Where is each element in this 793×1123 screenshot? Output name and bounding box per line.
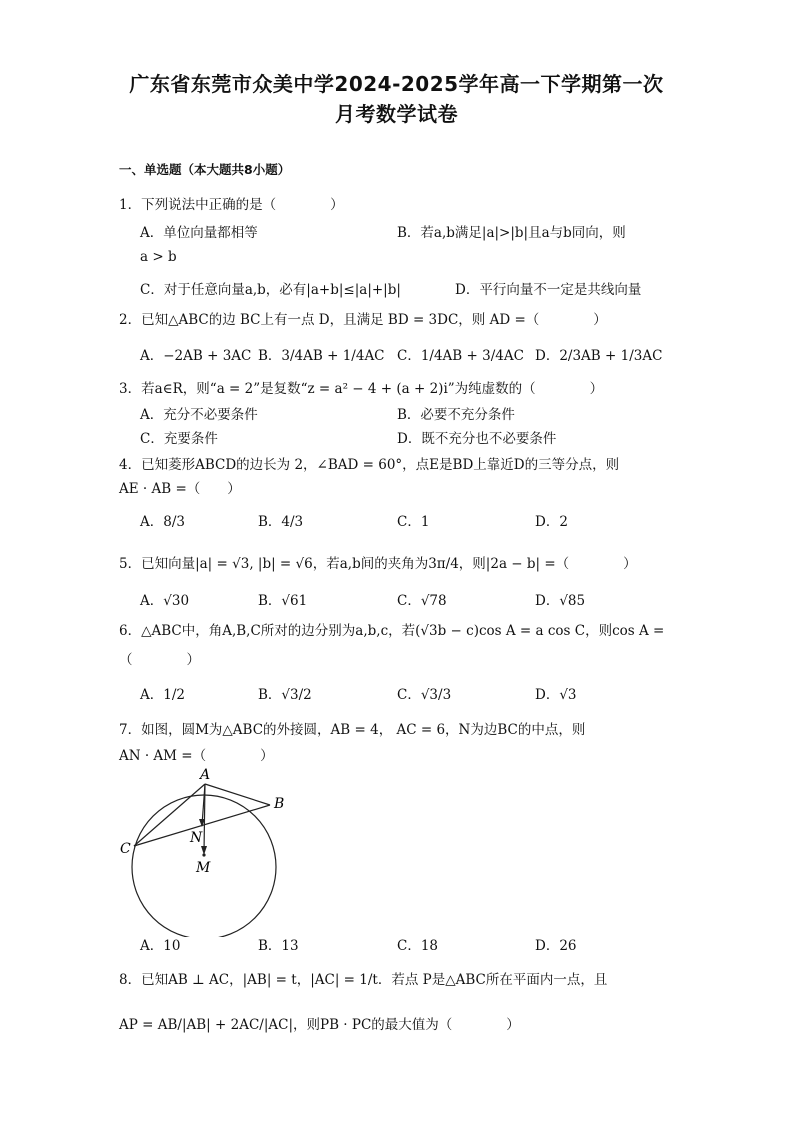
question-2-stem: 2．已知△ABC的边 BC上有一点 D，且满足 BD = 3DC，则 AD =（ ） [119,312,607,328]
question-8-stem-cont: AP = AB/|AB| + 2AC/|AC|，则PB · PC的最大值为（ ） [119,1017,520,1033]
exam-title-line2: 月考数学试卷 [335,102,458,126]
question-4-option-a: A．8/3 [140,514,185,530]
question-7-option-a: A．10 [140,938,181,954]
label-a: A [200,767,211,783]
question-3-option-d: D．既不充分也不必要条件 [397,431,557,447]
question-6-option-b: B．√3/2 [258,687,312,703]
question-1-option-d: D．平行向量不一定是共线向量 [455,282,642,298]
point-m [202,853,205,856]
label-b: B [274,796,285,812]
question-3-option-c: C．充要条件 [140,431,218,447]
question-1-option-a: A．单位向量都相等 [140,225,258,241]
question-3-stem: 3．若a∈R，则“a = 2”是复数“z = a² − 4 + (a + 2)i”为纯虚数的（ ） [119,381,604,397]
question-6-stem: 6．△ABC中，角A,B,C所对的边分别为a,b,c，若(√3b − c)cos A = a cos C，则cos A = [119,623,665,639]
question-3-option-b: B．必要不充分条件 [397,407,515,423]
question-7-option-b: B．13 [258,938,299,954]
question-5-stem: 5．已知向量|a| = √3, |b| = √6，若a,b间的夹角为3π/4，则|2a − b| =（ ） [119,556,637,572]
question-1-stem: 1．下列说法中正确的是（ ） [119,197,344,213]
question-4-option-b: B．4/3 [258,514,304,530]
question-5-option-d: D．√85 [535,593,586,609]
question-4-option-c: C．1 [397,514,430,530]
question-5-option-b: B．√61 [258,593,308,609]
question-2-option-b: B．3/4AB + 1/4AC [258,348,385,364]
question-7-stem: 7．如图，圆M为△ABC的外接圆，AB = 4， AC = 6，N为边BC的中点，则 [119,722,586,738]
exam-title-line1: 广东省东莞市众美中学2024-2025学年高一下学期第一次 [129,72,664,96]
question-5-option-a: A．√30 [140,593,190,609]
circumcircle-figure [110,762,300,937]
question-7-option-d: D．26 [535,938,577,954]
question-2-option-c: C．1/4AB + 3/4AC [397,348,524,364]
question-1-option-b-cont: a > b [140,249,177,265]
question-6-option-d: D．√3 [535,687,577,703]
question-7-option-c: C．18 [397,938,439,954]
question-4-option-d: D．2 [535,514,568,530]
question-1-option-b: B．若a,b满足|a|>|b|且a与b同向，则 [397,225,626,241]
question-7-stem-cont: AN · AM =（ ） [119,748,274,764]
question-2-option-d: D．2/3AB + 1/3AC [535,348,663,364]
question-4-stem-cont: AE · AB =（ ） [119,481,241,497]
question-4-stem: 4．已知菱形ABCD的边长为 2，∠BAD = 60°，点E是BD上靠近D的三等分点，则 [119,457,620,473]
question-2-option-a: A．−2AB + 3AC [140,348,252,364]
label-c: C [120,841,131,857]
section-heading: 一、单选题（本大题共8小题） [119,162,291,177]
question-1-option-c: C．对于任意向量a,b，必有|a+b|≤|a|+|b| [140,282,401,298]
question-6-stem-cont: （ ） [119,652,200,668]
segment-ab [205,784,270,805]
label-m: M [196,860,211,876]
question-3-option-a: A．充分不必要条件 [140,407,258,423]
question-8-stem: 8．已知AB ⊥ AC，|AB| = t，|AC| = 1/t．若点 P是△ABC所在平面内一点，且 [119,972,608,988]
question-6-option-c: C．√3/3 [397,687,452,703]
question-5-option-c: C．√78 [397,593,447,609]
label-n: N [190,830,203,846]
question-6-option-a: A．1/2 [140,687,185,703]
